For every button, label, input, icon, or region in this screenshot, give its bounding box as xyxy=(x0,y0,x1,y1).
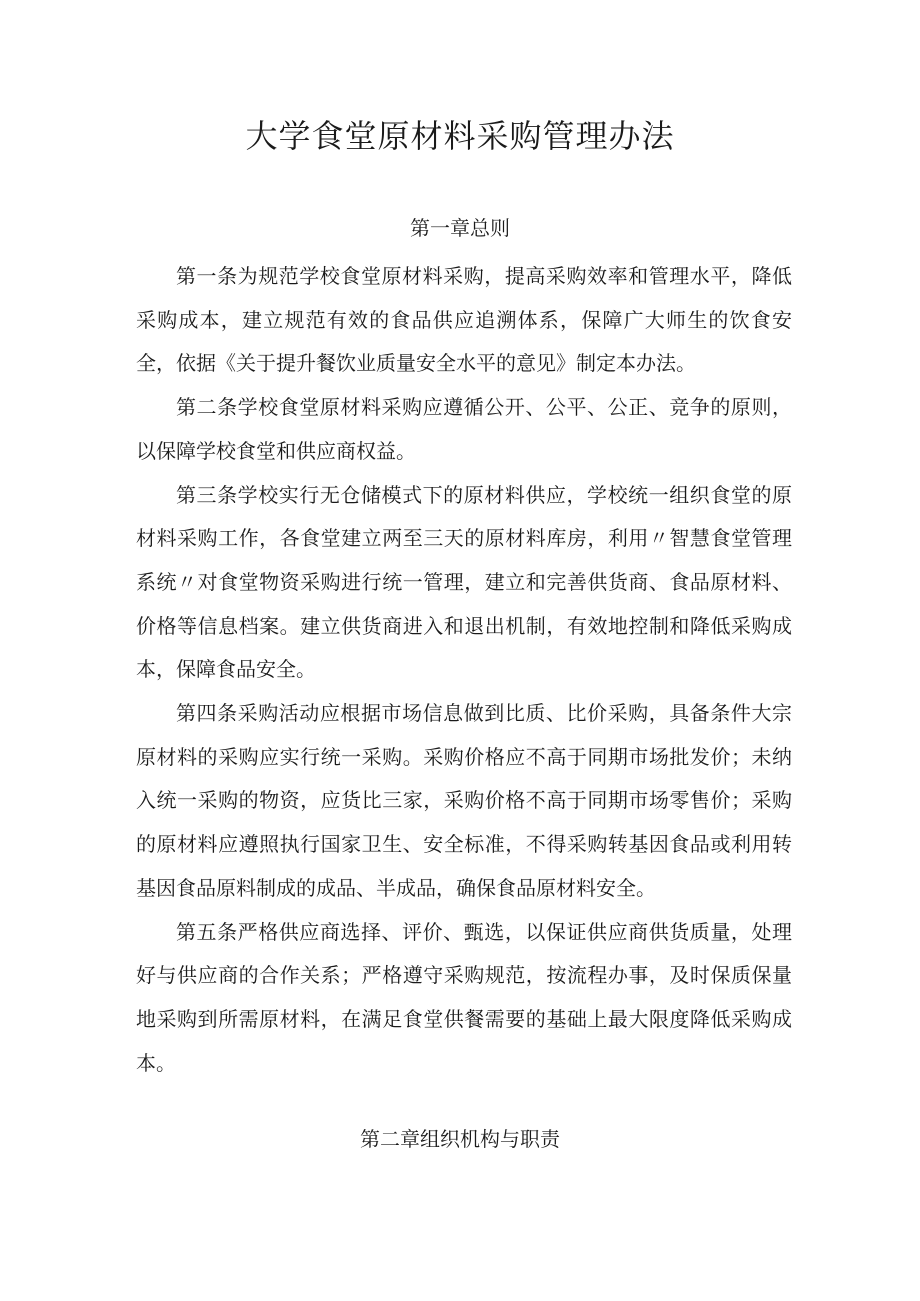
chapter-heading-general-provisions: 第一章总则 xyxy=(410,216,510,240)
chapter-1-body xyxy=(136,255,792,1085)
article-5: 第五条严格供应商选择、评价、甄选，以保证供应商供货质量，处理好与供应商的合作关系；严格遵守采购规范，按流程办事，及时保质保量地采购到所需原材料，在满足食堂供餐需要的基础上最大限度降低采购成本。 xyxy=(136,919,792,1075)
chapter-heading-organization-duties: 第二章组织机构与职责 xyxy=(360,1127,560,1151)
document-title: 大学食堂原材料采购管理办法 xyxy=(245,117,675,155)
article-2: 第二条学校食堂原材料采购应遵循公开、公平、公正、竞争的原则，以保障学校食堂和供应商权益。 xyxy=(136,395,792,463)
article-3: 第三条学校实行无仓储模式下的原材料供应，学校统一组织食堂的原材料采购工作，各食堂建立两至三天的原材料库房，利用〃智慧食堂管理系统〃对食堂物资采购进行统一管理，建立和完善供货商、食品原材料、价格等信息档案。建立供货商进入和退出机制，有效地控制和降低采购成本，保障食品安全。 xyxy=(136,482,792,682)
article-1: 第一条为规范学校食堂原材料采购，提高采购效率和管理水平，降低采购成本，建立规范有效的食品供应追溯体系，保障广大师生的饮食安全，依据《关于提升餐饮业质量安全水平的意见》制定本办法。 xyxy=(136,264,792,376)
article-4: 第四条采购活动应根据市场信息做到比质、比价采购，具备条件大宗原材料的采购应实行统一采购。采购价格应不高于同期市场批发价；未纳入统一采购的物资，应货比三家，采购价格不高于同期市场零售价；采购的原材料应遵照执行国家卫生、安全标准，不得采购转基因食品或利用转基因食品原料制成的成品、半成品，确保食品原材料安全。 xyxy=(136,701,792,900)
